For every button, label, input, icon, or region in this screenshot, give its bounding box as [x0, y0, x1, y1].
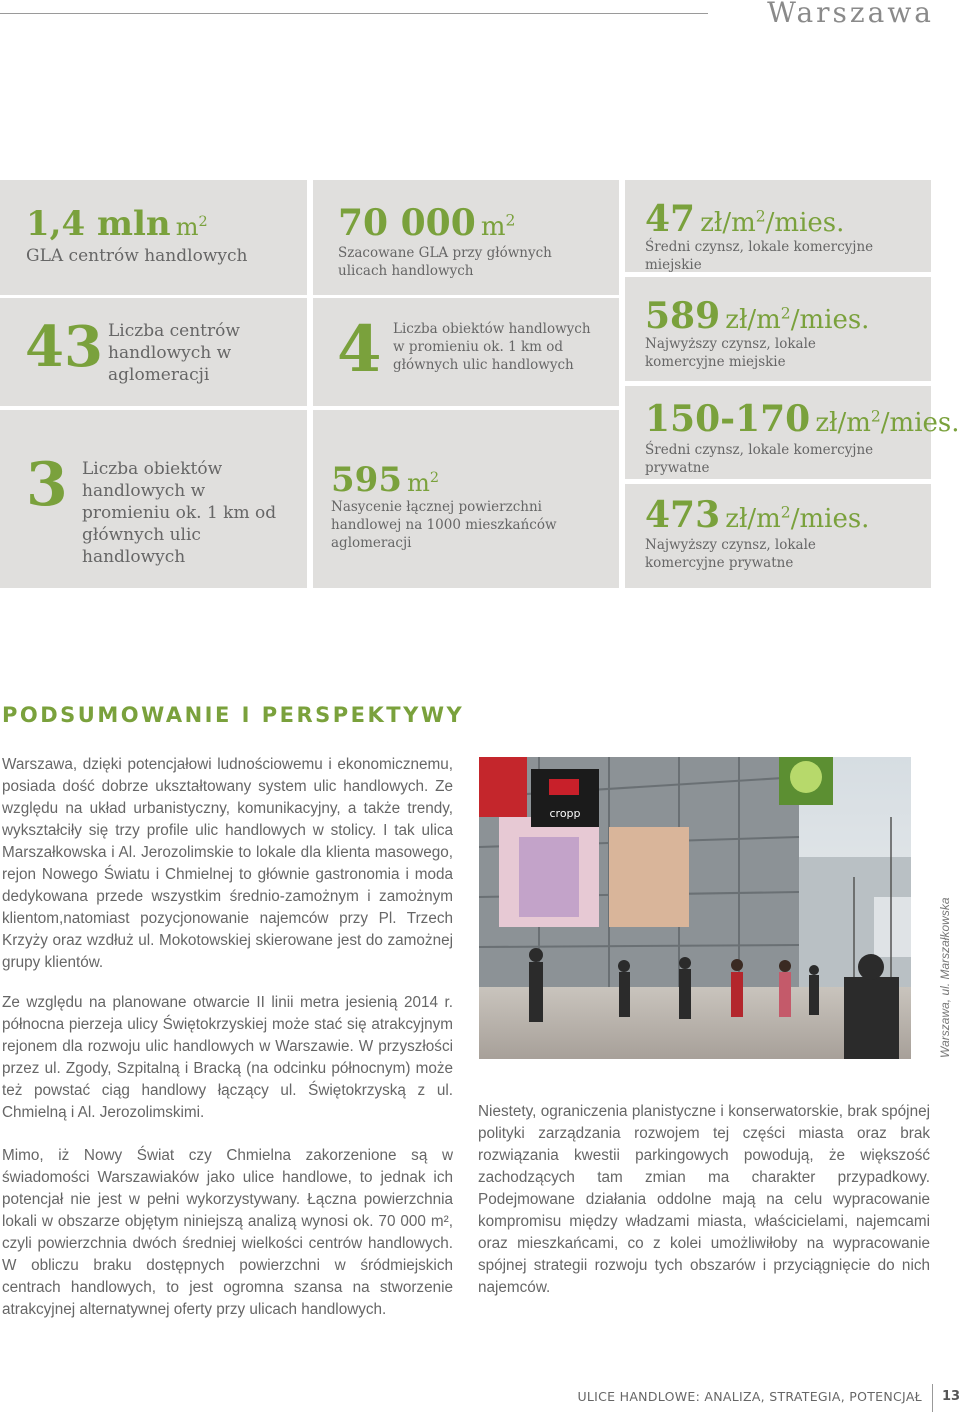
stat-box-rent-avg-private: 150-170 $zł/m^2$/mies. Średni czynsz, lokale komercyjne prywatne	[625, 386, 931, 479]
cropp-sign: cropp	[549, 807, 581, 820]
stat-box-centers	[0, 298, 307, 406]
stat-gla-value: 1,4 mln	[26, 204, 171, 244]
stat-saturation-value: 595	[331, 460, 402, 500]
stat-saturation-label: Nasycenie łącznej powierzchni handlowej na 1000 mieszkańców aglomeracji	[331, 499, 557, 551]
stat-rent-max-private-label: Najwyższy czynsz, lokale komercyjne prywatne	[645, 537, 816, 571]
header-rule	[0, 13, 708, 14]
footer-text: ULICE HANDLOWE: ANALIZA, STRATEGIA, POTENCJAŁ	[577, 1389, 922, 1404]
stat-gla-label: GLA centrów handlowych	[26, 246, 248, 266]
stat-gla-unit: m	[175, 213, 199, 241]
street-photo	[479, 757, 911, 1059]
stat-rent-max-city-label: Najwyższy czynsz, lokale komercyjne miejskie	[645, 336, 816, 370]
stat-objects4-value: 4	[337, 312, 382, 387]
stat-box-rent-max-city: 589 $zł/m^2$/mies. Najwyższy czynsz, lokale komercyjne miejskie	[625, 277, 931, 381]
stat-box-objects4	[313, 298, 619, 406]
page-number: 13	[942, 1389, 960, 1404]
stat-rent-avg-private-value: 150-170	[645, 398, 811, 440]
stat-rent-max-private-value: 473	[645, 494, 721, 536]
stat-objects3-label: Liczba obiektów handlowych w promieniu ok. 1 km od głównych ulic handlowych	[82, 459, 277, 567]
stat-rent-avg-city-value: 47	[645, 198, 696, 240]
body-paragraph-3: Mimo, iż Nowy Świat czy Chmielna zakorzenione są w świadomości Warszawiaków jako ulice handlowe, to jednak ich potencjał nie jest w pełni wykorzystywany. Łączna powierzchnia lokali w obszarze objętym niniejszą analizą wynosi ok. 70 000 m², czyli powierzchnia dwóch średniej wielkości centrów handlowych. W obliczu braku dostępnych powierzchni w śródmiejskich centrach handlowych, to jest ogromna szansa na stworzenie atrakcyjnej alternatywnej oferty przy ulicach handlowych.	[2, 1147, 453, 1318]
stat-centers-label: Liczba centrów handlowych w aglomeracji	[108, 321, 240, 385]
body-paragraph-2: Ze względu na planowane otwarcie II linii metra jesienią 2014 r. północna pierzeja ulicy Świętokrzyskiej może stać się atrakcyjnym rejonem dla rozwoju ulic handlowych w Warszawie. W przyszłości przez ul. Zgody, Szpitalną i Bracką (na odcinku północnym) może też powstać ciąg handlowy łączący ul. Świętokrzyską z ul. Chmielną i Al. Jerozolimskimi.	[2, 994, 453, 1121]
page-title: Warszawa	[767, 0, 934, 29]
stat-box-rent-max-private: 473 $zł/m^2$/mies. Najwyższy czynsz, lokale komercyjne prywatne	[625, 484, 931, 588]
stat-box-saturation: 595 $m^2$ Nasycenie łącznej powierzchni handlowej na 1000 mieszkańców aglomeracji	[313, 410, 619, 588]
stat-rent-max-city-value: 589	[645, 295, 721, 337]
stat-objects3-value: 3	[26, 450, 68, 520]
stat-box-rent-avg-city: 47 $zł/m^2$/mies. Średni czynsz, lokale komercyjne miejskie	[625, 180, 931, 272]
stat-rent-avg-city-label: Średni czynsz, lokale komercyjne miejskie	[645, 239, 874, 273]
section-title: PODSUMOWANIE I PERSPEKTYWY	[2, 703, 465, 727]
stat-objects4-label: Liczba obiektów handlowych w promieniu ok. 1 km od głównych ulic handlowych	[393, 321, 591, 373]
body-paragraph-4: Niestety, ograniczenia planistyczne i konserwatorskie, brak spójnej polityki zarządzania rozwojem tej części miasta oraz brak rozwiązania kwestii parkingowych powodują, że większość zachodzących tam zmian ma charakter przypadkowy. Podejmowane działania oddolne mają na celu wypracowanie kompromisu między władzami miasta, właścicielami, najemcami oraz mieszkańcami, co z kolei umożliwiłoby na wypracowanie spójnej strategii rozwoju tych obszarów i przyciągnięcie do nich najemców.	[478, 1103, 930, 1296]
photo-caption: Warszawa, ul. Marszałkowska	[938, 897, 952, 1058]
stat-centers-value: 43	[25, 314, 103, 380]
body-paragraph-1: Warszawa, dzięki potencjałowi ludnościowemu i ekonomicznemu, posiada dość dobrze ukształtowany system ulic handlowych. Ze względu na układ urbanistyczny, komunikacyjny, a także trendy, wykształciły się trzy profile ulic handlowych w stolicy. I tak ulica Marszałkowska i Al. Jerozolimskie to lokale dla klienta masowego, rejon Nowego Światu i Chmielnej to głównie gastronomia i moda dedykowana przede wszystkim średnio-zamożnym i zamożnym klientom,natomiast pozycjonowanie najemców przy Pl. Trzech Krzyży oraz wzdłuż ul. Mokotowskiej skierowane jest do zamożnej grupy klientów.	[2, 756, 453, 971]
footer-divider	[932, 1384, 933, 1412]
stat-gla-streets-value: 70 000	[338, 202, 476, 244]
stat-box-gla-streets: 70 000 $m^2$ Szacowane GLA przy głównych ulicach handlowych	[313, 180, 619, 295]
stat-gla-streets-label: Szacowane GLA przy głównych ulicach handlowych	[338, 245, 552, 279]
stat-rent-avg-private-label: Średni czynsz, lokale komercyjne prywatne	[645, 442, 874, 476]
stat-box-objects3	[0, 410, 307, 588]
stat-box-gla: 1,4 mln $m^2$ GLA centrów handlowych	[0, 180, 307, 295]
